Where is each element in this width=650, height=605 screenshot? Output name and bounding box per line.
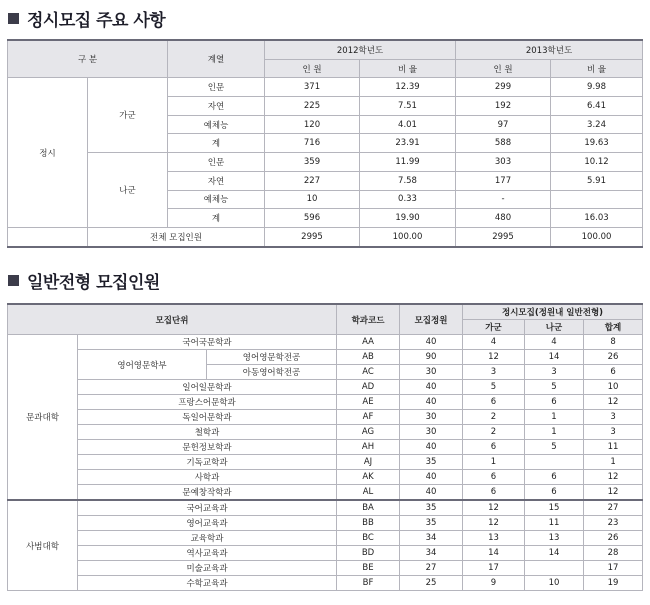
header-year-2013: 2013학년도	[456, 40, 643, 59]
department-cell: 사학과	[78, 470, 337, 485]
header-quota: 모집정원	[400, 304, 463, 335]
ga-cell: 6	[463, 440, 525, 455]
code-cell: AH	[337, 440, 400, 455]
header-count-2013: 인 원	[456, 59, 551, 78]
quota-cell: 40	[400, 470, 463, 485]
major-cell: 아동영어학전공	[207, 365, 337, 380]
ga-cell: 6	[463, 470, 525, 485]
table-row	[8, 78, 643, 97]
code-cell: BD	[337, 546, 400, 561]
code-cell: AE	[337, 395, 400, 410]
table-row	[8, 425, 643, 440]
section2-title-text: 일반전형 모집인원	[27, 273, 160, 293]
ga-cell: 13	[463, 531, 525, 546]
ratio-2013-cell: 16.03	[551, 209, 643, 228]
college-cell: 문과대학	[8, 335, 78, 501]
quota-cell: 27	[400, 561, 463, 576]
ga-cell: 6	[463, 485, 525, 501]
na-cell: 6	[525, 395, 584, 410]
total-blank-cell	[8, 227, 88, 246]
table-row	[8, 516, 643, 531]
ratio-2013-cell: 10.12	[551, 153, 643, 172]
sum-cell: 19	[584, 576, 643, 591]
ratio-2012-cell: 11.99	[360, 153, 456, 172]
header-sum: 합계	[584, 320, 643, 335]
table-row	[8, 561, 643, 576]
count-2012-cell: 596	[265, 209, 360, 228]
count-2013-cell: 97	[456, 115, 551, 134]
header-regular: 정시모집(정원내 일반전형)	[463, 304, 643, 320]
ratio-2013-cell: 5.91	[551, 171, 643, 190]
table-row	[8, 410, 643, 425]
header-ga: 가군	[463, 320, 525, 335]
code-cell: BF	[337, 576, 400, 591]
header-code: 학과코드	[337, 304, 400, 335]
count-2012-cell: 225	[265, 97, 360, 116]
ratio-2013-cell: 19.63	[551, 134, 643, 153]
ratio-2012-cell: 7.58	[360, 171, 456, 190]
quota-cell: 35	[400, 516, 463, 531]
sum-cell: 3	[584, 425, 643, 440]
field-cell: 자연	[168, 171, 265, 190]
count-2013-cell: -	[456, 190, 551, 209]
quota-cell: 40	[400, 335, 463, 350]
quota-cell: 30	[400, 365, 463, 380]
quota-cell: 34	[400, 531, 463, 546]
field-cell: 계	[168, 209, 265, 228]
quota-cell: 90	[400, 350, 463, 365]
square-bullet-icon	[8, 13, 19, 24]
total-c12-cell: 2995	[265, 227, 360, 246]
major-cell: 영어영문학전공	[207, 350, 337, 365]
count-2013-cell: 480	[456, 209, 551, 228]
sum-cell: 12	[584, 395, 643, 410]
total-c13-cell: 2995	[456, 227, 551, 246]
table-row	[8, 335, 643, 350]
subgroup-cell: 가군	[88, 78, 168, 153]
ratio-2012-cell: 19.90	[360, 209, 456, 228]
quota-cell: 35	[400, 455, 463, 470]
department-cell: 문헌정보학과	[78, 440, 337, 455]
na-cell: 15	[525, 500, 584, 516]
department-cell: 미술교육과	[78, 561, 337, 576]
ga-cell: 2	[463, 425, 525, 440]
department-cell: 문예창작학과	[78, 485, 337, 501]
header-year-2012: 2012학년도	[265, 40, 456, 59]
na-cell: 11	[525, 516, 584, 531]
department-cell: 프랑스어문학과	[78, 395, 337, 410]
code-cell: BE	[337, 561, 400, 576]
ratio-2012-cell: 4.01	[360, 115, 456, 134]
ga-cell: 5	[463, 380, 525, 395]
admission-summary-table	[7, 39, 643, 248]
department-cell: 교육학과	[78, 531, 337, 546]
na-cell: 13	[525, 531, 584, 546]
quota-cell: 30	[400, 425, 463, 440]
sum-cell: 26	[584, 531, 643, 546]
college-cell: 사범대학	[8, 500, 78, 591]
sum-cell: 6	[584, 365, 643, 380]
count-2012-cell: 120	[265, 115, 360, 134]
table-row	[8, 455, 643, 470]
code-cell: AJ	[337, 455, 400, 470]
header-ratio-2013: 비 율	[551, 59, 643, 78]
ga-cell: 12	[463, 350, 525, 365]
department-cell: 독일어문학과	[78, 410, 337, 425]
field-cell: 예체능	[168, 190, 265, 209]
na-cell	[525, 455, 584, 470]
subgroup-cell: 나군	[88, 153, 168, 228]
sum-cell: 1	[584, 455, 643, 470]
ga-cell: 12	[463, 500, 525, 516]
code-cell: BA	[337, 500, 400, 516]
count-2012-cell: 227	[265, 171, 360, 190]
sum-cell: 27	[584, 500, 643, 516]
sum-cell: 28	[584, 546, 643, 561]
count-2013-cell: 177	[456, 171, 551, 190]
ga-cell: 4	[463, 335, 525, 350]
na-cell: 6	[525, 485, 584, 501]
sum-cell: 12	[584, 485, 643, 501]
sum-cell: 3	[584, 410, 643, 425]
na-cell: 6	[525, 470, 584, 485]
ga-cell: 2	[463, 410, 525, 425]
header-category: 구 분	[8, 40, 168, 78]
ratio-2012-cell: 7.51	[360, 97, 456, 116]
table-row	[8, 485, 643, 501]
quota-cell: 40	[400, 485, 463, 501]
ga-cell: 6	[463, 395, 525, 410]
code-cell: AB	[337, 350, 400, 365]
ga-cell: 9	[463, 576, 525, 591]
department-cell: 기독교학과	[78, 455, 337, 470]
code-cell: AD	[337, 380, 400, 395]
count-2012-cell: 10	[265, 190, 360, 209]
department-cell: 철학과	[78, 425, 337, 440]
header-na: 나군	[525, 320, 584, 335]
count-2012-cell: 371	[265, 78, 360, 97]
quota-cell: 40	[400, 380, 463, 395]
sum-cell: 11	[584, 440, 643, 455]
na-cell: 1	[525, 425, 584, 440]
code-cell: BC	[337, 531, 400, 546]
recruitment-table	[7, 303, 643, 591]
ratio-2012-cell: 12.39	[360, 78, 456, 97]
table-row	[8, 470, 643, 485]
code-cell: AL	[337, 485, 400, 501]
field-cell: 계	[168, 134, 265, 153]
code-cell: AF	[337, 410, 400, 425]
code-cell: AA	[337, 335, 400, 350]
sum-cell: 8	[584, 335, 643, 350]
sum-cell: 26	[584, 350, 643, 365]
table-row	[8, 350, 643, 365]
ratio-2013-cell: 9.98	[551, 78, 643, 97]
table-row	[8, 380, 643, 395]
header-ratio-2012: 비 율	[360, 59, 456, 78]
ratio-2012-cell: 23.91	[360, 134, 456, 153]
count-2012-cell: 716	[265, 134, 360, 153]
na-cell: 14	[525, 350, 584, 365]
ratio-2013-cell: 6.41	[551, 97, 643, 116]
department-cell: 국어교육과	[78, 500, 337, 516]
field-cell: 인문	[168, 153, 265, 172]
table-row	[8, 500, 643, 516]
department-cell: 국어국문학과	[78, 335, 337, 350]
ratio-2012-cell: 0.33	[360, 190, 456, 209]
table-row	[8, 531, 643, 546]
quota-cell: 25	[400, 576, 463, 591]
header-count-2012: 인 원	[265, 59, 360, 78]
ratio-2013-cell: 3.24	[551, 115, 643, 134]
sum-cell: 10	[584, 380, 643, 395]
quota-cell: 40	[400, 440, 463, 455]
code-cell: AG	[337, 425, 400, 440]
ga-cell: 12	[463, 516, 525, 531]
group-cell: 정시	[8, 78, 88, 228]
na-cell	[525, 561, 584, 576]
code-cell: AC	[337, 365, 400, 380]
department-cell: 수학교육과	[78, 576, 337, 591]
ga-cell: 14	[463, 546, 525, 561]
code-cell: AK	[337, 470, 400, 485]
total-label-cell: 전체 모집인원	[88, 227, 265, 246]
count-2013-cell: 303	[456, 153, 551, 172]
table-row	[8, 153, 643, 172]
ga-cell: 1	[463, 455, 525, 470]
table-row	[8, 395, 643, 410]
na-cell: 5	[525, 440, 584, 455]
ga-cell: 17	[463, 561, 525, 576]
header-unit: 모집단위	[8, 304, 337, 335]
section1-title	[8, 6, 165, 31]
department-cell: 역사교육과	[78, 546, 337, 561]
na-cell: 14	[525, 546, 584, 561]
code-cell: BB	[337, 516, 400, 531]
field-cell: 예체능	[168, 115, 265, 134]
count-2012-cell: 359	[265, 153, 360, 172]
section2-title	[8, 268, 160, 293]
total-row	[8, 227, 643, 246]
na-cell: 3	[525, 365, 584, 380]
na-cell: 4	[525, 335, 584, 350]
table-row	[8, 546, 643, 561]
division-cell: 영어영문학부	[78, 350, 207, 380]
header-field: 계열	[168, 40, 265, 78]
quota-cell: 35	[400, 500, 463, 516]
sum-cell: 17	[584, 561, 643, 576]
table-row	[8, 576, 643, 591]
quota-cell: 30	[400, 410, 463, 425]
na-cell: 10	[525, 576, 584, 591]
department-cell: 영어교육과	[78, 516, 337, 531]
quota-cell: 40	[400, 395, 463, 410]
count-2013-cell: 192	[456, 97, 551, 116]
ratio-2013-cell	[551, 190, 643, 209]
na-cell: 5	[525, 380, 584, 395]
section1-title-text: 정시모집 주요 사항	[27, 11, 166, 31]
sum-cell: 12	[584, 470, 643, 485]
ga-cell: 3	[463, 365, 525, 380]
count-2013-cell: 588	[456, 134, 551, 153]
square-bullet-icon	[8, 275, 19, 286]
total-r12-cell: 100.00	[360, 227, 456, 246]
field-cell: 자연	[168, 97, 265, 116]
table-row	[8, 440, 643, 455]
field-cell: 인문	[168, 78, 265, 97]
quota-cell: 34	[400, 546, 463, 561]
department-cell: 일어일문학과	[78, 380, 337, 395]
total-r13-cell: 100.00	[551, 227, 643, 246]
na-cell: 1	[525, 410, 584, 425]
count-2013-cell: 299	[456, 78, 551, 97]
sum-cell: 23	[584, 516, 643, 531]
